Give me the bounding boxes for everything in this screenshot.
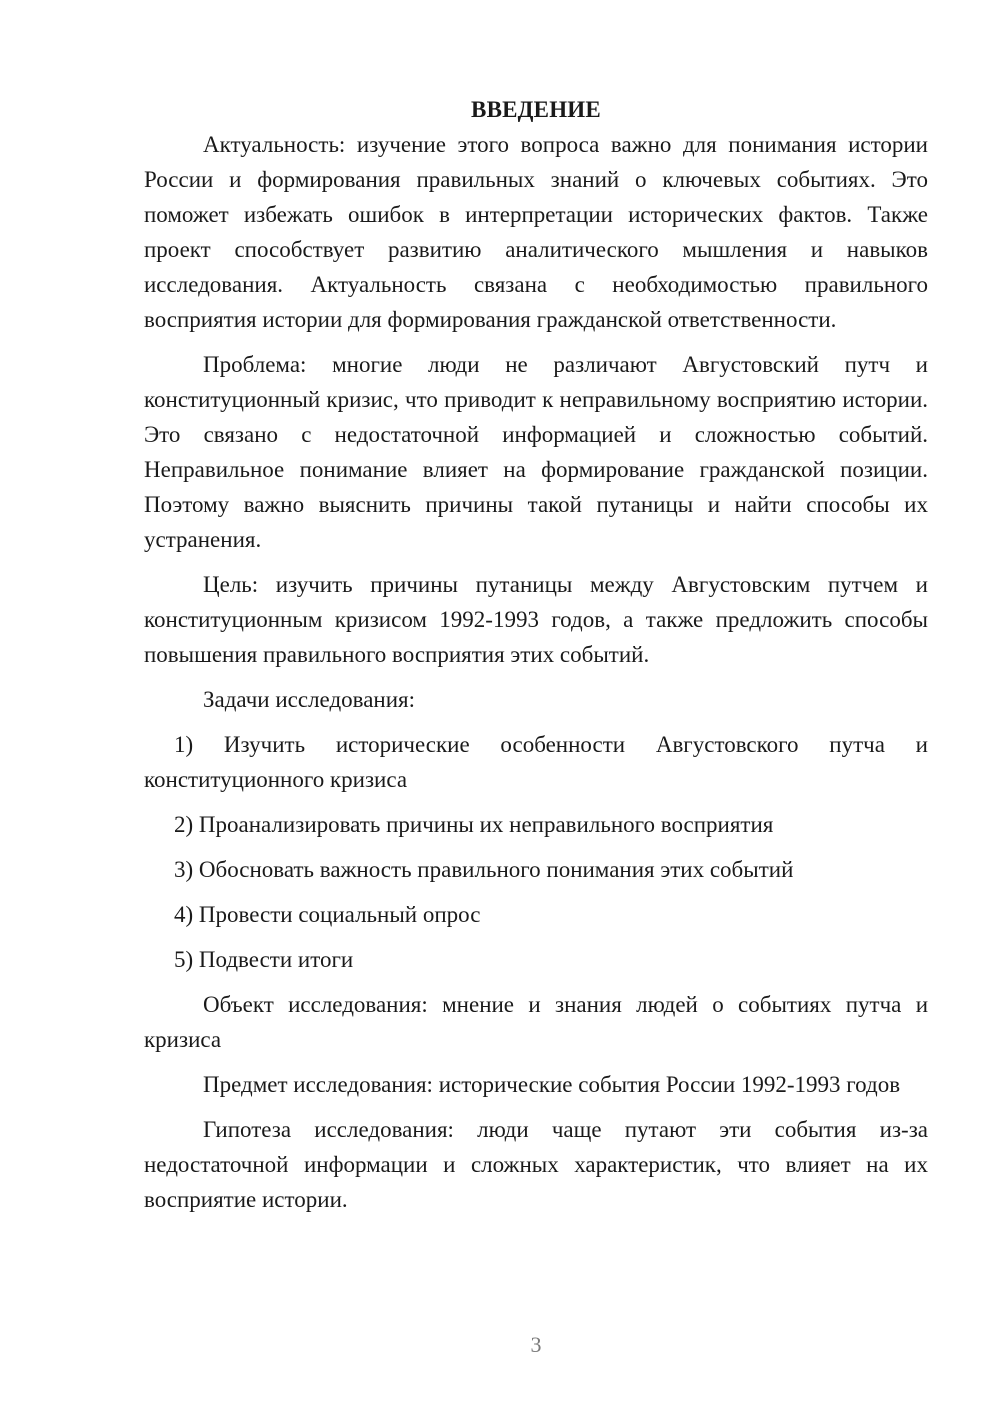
hypothesis-paragraph: Гипотеза исследования: люди чаще путают эти события из-за недостаточной информации и сложных характеристик, что влияет на их восприятие истории. [144, 1117, 928, 1212]
goal-paragraph: Цель: изучить причины путаницы между Августовским путчем и конституционным кризисом 1992-1993 годов, а также предложить способы повышения правильного восприятия этих событий. [144, 572, 928, 667]
task-item: 2) Проанализировать причины их неправильного восприятия [174, 812, 774, 837]
task-item: 3) Обосновать важность правильного понимания этих событий [174, 857, 794, 882]
task-item: 1) Изучить исторические особенности Августовского путча и конституционного кризиса [144, 732, 928, 792]
relevance-paragraph: Актуальность: изучение этого вопроса важно для понимания истории России и формирования правильных знаний о ключевых событиях. Это поможет избежать ошибок в интерпретации исторических фактов. Также проект способствует развитию аналитического мышления и навыков исследования. Актуальность связана с необходимостью правильного восприятия истории для формирования гражданской ответственности. [144, 132, 928, 332]
task-item: 5) Подвести итоги [174, 947, 354, 972]
page-number: 3 [530, 1332, 542, 1357]
problem-paragraph: Проблема: многие люди не различают Августовский путч и конституционный кризис, что приводит к неправильному восприятию истории. Это связано с недостаточной информацией и сложностью событий. Неправильное понимание влияет на формирование гражданской позиции. Поэтому важно выяснить причины такой путаницы и найти способы их устранения. [144, 352, 928, 552]
subject-paragraph: Предмет исследования: исторические события России 1992-1993 годов [203, 1072, 901, 1097]
object-paragraph: Объект исследования: мнение и знания людей о событиях путча и кризиса [144, 992, 928, 1052]
document-page [144, 92, 928, 1217]
tasks-heading: Задачи исследования: [203, 687, 416, 712]
task-item: 4) Провести социальный опрос [174, 902, 481, 927]
section-title: ВВЕДЕНИЕ [471, 97, 601, 122]
